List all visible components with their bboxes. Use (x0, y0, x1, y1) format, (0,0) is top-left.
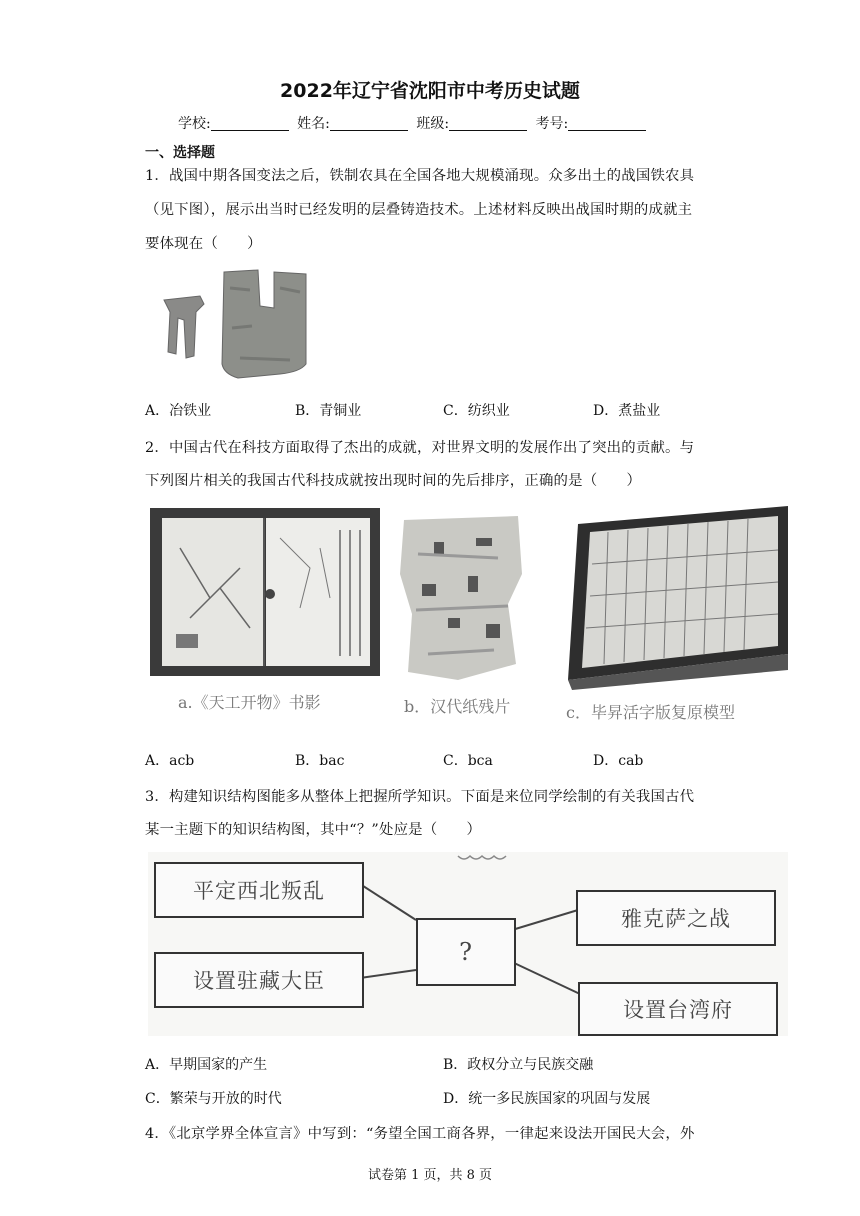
q4-line: 4．《北京学界全体宣言》中写到：“务望全国工商各界，一律起来设法开国民大会，外 (145, 1126, 695, 1142)
q3-option-a: A．早期国家的产生 (145, 1057, 268, 1073)
q1-line: 要体现在（ ） (145, 236, 262, 252)
han-paper-fragment-image (398, 514, 526, 682)
student-info-line (178, 113, 650, 133)
q1-option-b: B．青铜业 (295, 403, 362, 419)
box-left-bottom: 设置驻藏大臣 (154, 952, 364, 1008)
q3-option-b: B．政权分立与民族交融 (443, 1057, 594, 1073)
q3-line: 某一主题下的知识结构图，其中“？”处应是（ ） (145, 822, 482, 838)
q2-caption-a: a.《天工开物》书影 (178, 693, 321, 712)
class-label: 班级: (416, 116, 450, 132)
q2-option-c: C．bca (443, 753, 493, 769)
q2-option-d: D．cab (593, 753, 644, 769)
q3-option-d: D．统一多民族国家的巩固与发展 (443, 1091, 651, 1107)
q1-option-d: D．煮盐业 (593, 403, 661, 419)
page-footer: 试卷第 1 页，共 8 页 (367, 1168, 493, 1183)
tiangong-kaiwu-image (150, 508, 380, 676)
q1-option-a: A．冶铁业 (145, 403, 212, 419)
box-center-question: ? (416, 918, 516, 986)
q1-line: 1．战国中期各国变法之后，铁制农具在全国各地大规模涌现。众多出土的战国铁农具 (145, 168, 695, 184)
section-heading: 一、选择题 (145, 145, 215, 161)
school-label: 学校: (178, 116, 211, 132)
box-left-top: 平定西北叛乱 (154, 862, 364, 918)
page-title: 2022年辽宁省沈阳市中考历史试题 (280, 80, 580, 102)
q2-caption-b: b．汉代纸残片 (404, 697, 511, 716)
iron-tools-image (160, 268, 310, 388)
q1-line: （见下图），展示出当时已经发明的层叠铸造技术。上述材料反映出战国时期的成就主 (145, 202, 693, 218)
q2-option-a: A．acb (145, 753, 195, 769)
box-right-top: 雅克萨之战 (576, 890, 776, 946)
q2-option-b: B．bac (295, 753, 345, 769)
q1-option-c: C．纺织业 (443, 403, 510, 419)
exam-no-label: 考号: (535, 116, 569, 132)
q2-line: 下列图片相关的我国古代科技成就按出现时间的先后排序，正确的是（ ） (145, 473, 642, 489)
knowledge-structure-diagram (148, 852, 788, 1036)
movable-type-model-image (548, 504, 794, 690)
q2-caption-c: c．毕昇活字版复原模型 (566, 703, 735, 722)
q2-line: 2．中国古代在科技方面取得了杰出的成就，对世界文明的发展作出了突出的贡献。与 (145, 440, 695, 456)
name-blank (330, 116, 408, 131)
exam-no-blank (568, 116, 646, 131)
class-blank (449, 116, 527, 131)
school-blank (211, 116, 289, 131)
q3-option-c: C．繁荣与开放的时代 (145, 1091, 282, 1107)
name-label: 姓名: (297, 116, 330, 132)
box-right-bottom: 设置台湾府 (578, 982, 778, 1036)
q3-line: 3．构建知识结构图能多从整体上把握所学知识。下面是来位同学绘制的有关我国古代 (145, 789, 695, 805)
